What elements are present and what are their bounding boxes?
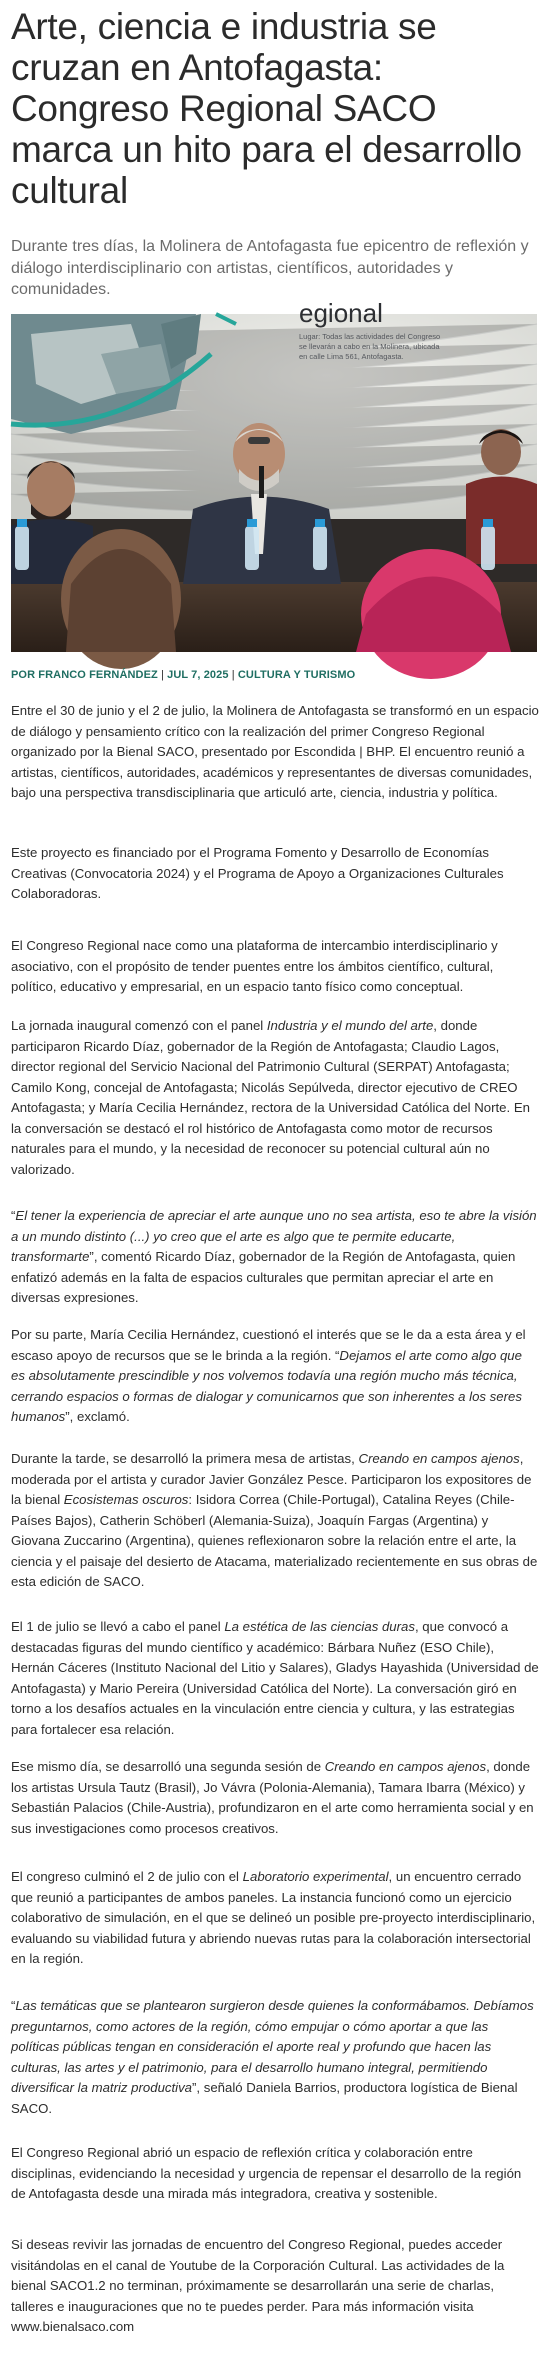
paragraph-9: [11, 1757, 539, 1839]
emphasis-text: Dejamos el arte como algo que es absolutamente prescindible y nos volvemos todavía una región mucho más técnica, cerrando espacios o formas de dialogar y comunicarnos que son inherentes a los seres humanos: [11, 1347, 522, 1424]
text-run: ”, señaló Daniela Barrios, productora logística de Bienal SACO.: [11, 2080, 518, 2116]
emphasis-text: Industria y el mundo del arte: [266, 1018, 434, 1033]
emphasis-text: Ecosistemas oscuros: [63, 1492, 189, 1507]
text-run: ”, exclamó.: [65, 1409, 130, 1424]
paragraph-7: [11, 1449, 539, 1593]
text-run: Por su parte, María Cecilia Hernández, cuestionó el interés que se le da a esta área y el escaso apoyo de recursos que se le brinda a la región. “: [11, 1327, 526, 1363]
paragraph-2: Este proyecto es financiado por el Programa Fomento y Desarrollo de Economías Creativas (Convocatoria 2024) y el Programa de Apoyo a Organizaciones Culturales Colaboradoras.: [11, 845, 504, 901]
text-run: “: [11, 1998, 16, 2013]
article-byline: [11, 669, 541, 681]
text-run: , moderada por el artista y curador Javier González Pesce. Participaron los expositores de la bienal: [11, 1451, 532, 1507]
text-run: Durante la tarde, se desarrolló la primera mesa de artistas,: [11, 1451, 359, 1466]
text-run: , que convocó a destacadas figuras del mundo científico y académico: Bárbara Nuñez (ESO Chile), Hernán Cáceres (Instituto Nacional del Litio y Salares), Gladys Hayashida (Universidad de Antofagasta) y Mario Pereira (Universidad Católica del Norte). La conversación giró en torno a los desafíos actuales en la vinculación entre ciencia y cultura, y las estrategias para fortalecer esa relación.: [11, 1619, 539, 1737]
text-run: “: [11, 1208, 16, 1223]
text-run: El congreso culminó el 2 de julio con el: [11, 1869, 243, 1884]
paragraph-10: [11, 1867, 539, 1970]
screen-title-fragment: egional: [299, 298, 383, 328]
paragraph-11: [11, 1996, 539, 2119]
paragraph-6: [11, 1325, 539, 1428]
emphasis-text: El tener la experiencia de apreciar el arte aunque uno no sea artista, eso te abre la visión a un mundo distinto (...) yo creo que el arte es algo que te permite educarte, transformarte: [11, 1208, 537, 1264]
paragraph-1: Entre el 30 de junio y el 2 de julio, la Molinera de Antofagasta se transformó en un espacio de diálogo y pensamiento crítico con la realización del primer Congreso Regional organizado por la Bienal SACO, presentado por Escondida | BHP. El encuentro reunió a artistas, científicos, autoridades, académicos y representantes de diversas comunidades, bajo una perspectiva transdisciplinaria que articuló arte, ciencia, industria y política.: [11, 703, 539, 800]
text-run: : Isidora Correa (Chile-Portugal), Catalina Reyes (Chile-Países Bajos), Catherin Schöberl (Alemania-Suiza), Joaquín Fargas (Argentina) y Giovana Zuccarino (Argentina), quienes reflexionaron sobre la relación entre el arte, la ciencia y el paisaje del desierto de Atacama, materializado recientemente en sus obras de esta edición de SACO.: [11, 1492, 538, 1589]
byline-separator: |: [157, 669, 168, 681]
text-run: El 1 de julio se llevó a cabo el panel: [11, 1619, 225, 1634]
byline-date: JUL 7, 2025: [167, 669, 229, 681]
paragraph-8: [11, 1617, 539, 1740]
article-title: Arte, ciencia e industria se cruzan en Antofagasta: Congreso Regional SACO marca un hito para el desarrollo cultural: [11, 6, 522, 211]
text-run: ”, comentó Ricardo Díaz, gobernador de la Región de Antofagasta, quien enfatizó además en la falta de espacios culturales que permitan apreciar el arte en diversas expresiones.: [11, 1249, 516, 1305]
paragraph-13: Si deseas revivir las jornadas de encuentro del Congreso Regional, puedes acceder visitándolas en el canal de Youtube de la Corporación Cultural. Las actividades de la bienal SACO1.2 no terminan, próximamente se desarrollarán una serie de charlas, talleres e inauguraciones que no te puedes perder. Para más información visita www.bienalsaco.com: [11, 2237, 505, 2334]
hero-photo: [11, 298, 537, 652]
byline-separator: |: [228, 669, 238, 681]
paragraph-12: El Congreso Regional abrió un espacio de reflexión crítica y colaboración entre disciplinas, evidenciando la necesidad y urgencia de repensar el desarrollo de la región de Antofagasta desde una mirada más integradora, creativa y sostenible.: [11, 2145, 522, 2201]
emphasis-text: Creando en campos ajenos: [358, 1451, 520, 1466]
text-run: Ese mismo día, se desarrolló una segunda sesión de: [11, 1759, 325, 1774]
paragraph-5: [11, 1206, 539, 1309]
emphasis-text: La estética de las ciencias duras: [224, 1619, 415, 1634]
text-run: La jornada inaugural comenzó con el panel: [11, 1018, 267, 1033]
text-run: , donde los artistas Ursula Tautz (Brasil), Jo Vávra (Polonia-Alemania), Tamara Ibarra (México) y Sebastián Palacios (Chile-Austria), profundizaron en el arte como herramienta social y en sus investigaciones como procesos creativos.: [11, 1759, 534, 1836]
article-lede: Durante tres días, la Molinera de Antofagasta fue epicentro de reflexión y diálogo interdisciplinario con artistas, científicos, autoridades y comunidades.: [11, 238, 529, 298]
byline-author[interactable]: POR FRANCO FERNÁNDEZ: [11, 669, 158, 681]
emphasis-text: Laboratorio experimental: [242, 1869, 389, 1884]
byline-section[interactable]: CULTURA Y TURISMO: [237, 669, 356, 681]
hero-image[interactable]: [11, 298, 537, 652]
paragraph-4: [11, 1016, 539, 1180]
text-run: , donde participaron Ricardo Díaz, gobernador de la Región de Antofagasta; Claudio Lagos, director regional del Servicio Nacional del Patrimonio Cultural (SERPAT) Antofagasta; Camilo Kong, concejal de Antofagasta; Nicolás Sepúlveda, director ejecutivo de CREO Antofagasta; y María Cecilia Hernández, rectora de la Universidad Católica del Norte. En la conversación se destacó el rol histórico de Antofagasta como motor de recursos naturales para el mundo, y la necesidad de reconocer su potencial cultural aún no valorizado.: [11, 1018, 530, 1177]
screen-caption: Lugar: Todas las actividades del Congreso se llevarán a cabo en la Molinera, ubicada en calle Lima 561, Antofagasta.: [299, 332, 441, 361]
text-run: , un encuentro cerrado que reunió a participantes de ambos paneles. La instancia funcionó como un ejercicio colaborativo de simulación, en el que se delineó un posible pre-proyecto interdisciplinario, evaluando su viabilidad futura y abriendo nuevas rutas para la colaboración intersectorial en la región.: [11, 1869, 536, 1966]
paragraph-3: El Congreso Regional nace como una plataforma de intercambio interdisciplinario y asociativo, con el propósito de tender puentes entre los ámbitos científico, cultural, político, educativo y empresarial, en un espacio tanto físico como conceptual.: [11, 938, 498, 994]
emphasis-text: Creando en campos ajenos: [324, 1759, 487, 1774]
emphasis-text: Las temáticas que se plantearon surgieron desde quienes la conformábamos. Debíamos preguntarnos, como actores de la región, cómo empujar o cómo aportar a que las políticas públicas tengan en consideración el aporte real y profundo que hacen las culturas, las artes y el patrimonio, para el desarrollo humano integral, permitiendo diversificar la matriz productiva: [11, 1998, 534, 2095]
